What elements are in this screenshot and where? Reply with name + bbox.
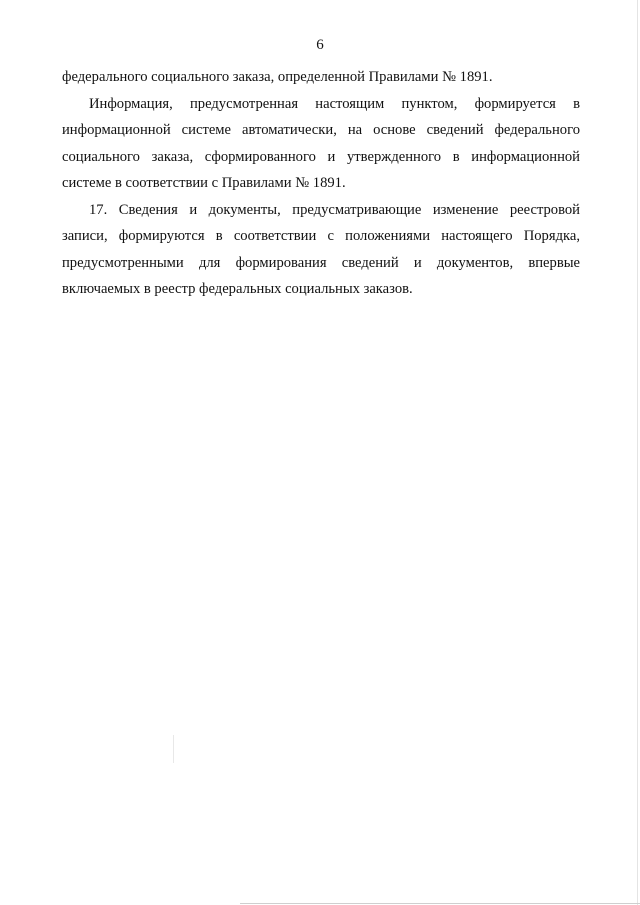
paragraph-information: Информация, предусмотренная настоящим пунктом, формируется в информационной системе автоматически, на основе сведений федерального социального заказа, сформированного и утвержденного в информационной системе в соответствии с Правилами № 1891. bbox=[62, 95, 580, 191]
scan-edge-bottom bbox=[240, 903, 640, 904]
document-body bbox=[62, 64, 580, 303]
scan-artifact bbox=[173, 735, 174, 763]
paragraph-continuation: федерального социального заказа, определенной Правилами № 1891. bbox=[62, 69, 493, 85]
paragraph-item-17: 17. Сведения и документы, предусматривающие изменение реестровой записи, формируются в соответствии с положениями настоящего Порядка, предусмотренными для формирования сведений и документов, впервые включаемых в реестр федеральных социальных заказов. bbox=[62, 201, 580, 297]
scan-edge-right bbox=[637, 0, 638, 905]
page-number: 6 bbox=[316, 37, 324, 53]
